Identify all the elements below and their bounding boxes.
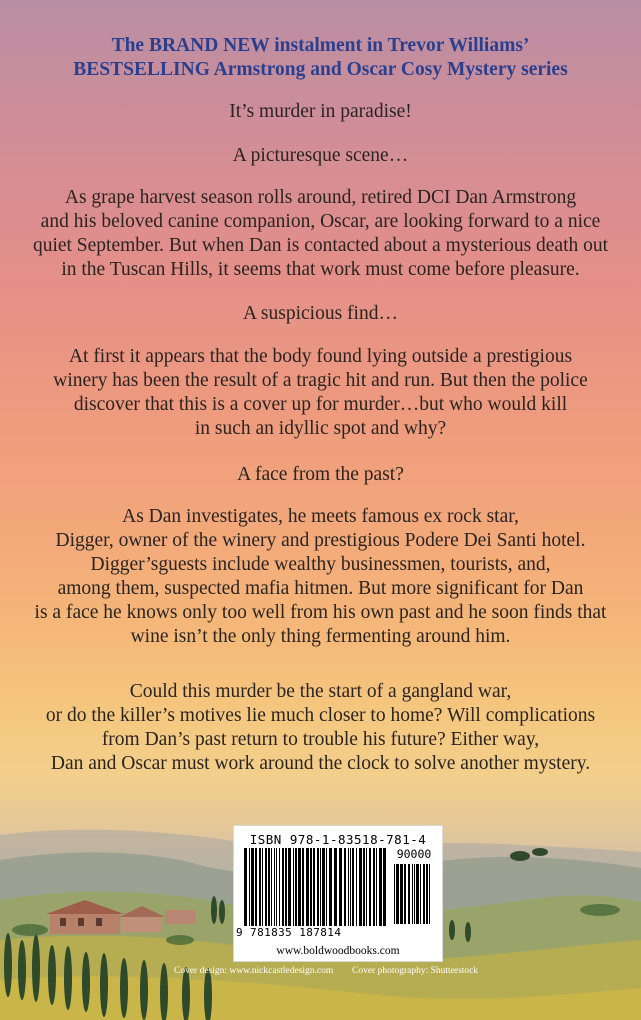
blurb-paragraph-1 — [20, 186, 621, 282]
text-line: and his beloved canine companion, Oscar, are looking forward to a nice — [40, 211, 601, 232]
text-line: Digger’sguests include wealthy businessmen, tourists, and, — [90, 554, 551, 575]
text-line: Dan and Oscar must work around the clock to solve another mystery. — [50, 753, 591, 774]
text-line: winery has been the result of a tragic hit and run. But then the police — [53, 370, 588, 391]
ean-digits: 9 781835 187814 — [236, 926, 342, 939]
section-heading-3: A face from the past? — [237, 464, 404, 485]
section-heading-1: A picturesque scene… — [232, 145, 409, 166]
text-line: or do the killer’s motives lie much closer to home? Will complications — [45, 705, 596, 726]
blurb-paragraph-4 — [20, 680, 621, 776]
isbn-label: ISBN 978-1-83518-781-4 — [249, 832, 427, 847]
text-line: from Dan’s past return to trouble his future? Either way, — [101, 729, 540, 750]
text-line: At first it appears that the body found lying outside a prestigious — [68, 346, 573, 367]
section-heading-2: A suspicious find… — [243, 303, 398, 324]
text-line: As Dan investigates, he meets famous ex rock star, — [122, 506, 519, 527]
publisher-url: www.boldwoodbooks.com — [276, 945, 400, 957]
text-line: quiet September. But when Dan is contacted about a mysterious death out — [32, 235, 609, 256]
isbn-barcode — [233, 825, 443, 962]
text-line: in such an idyllic spot and why? — [194, 418, 447, 439]
addon-barcode-bars — [394, 864, 434, 926]
text-line: Could this murder be the start of a gangland war, — [129, 681, 512, 702]
text-line: wine isn’t the only thing fermenting around him. — [130, 626, 511, 647]
headline-line-2: BESTSELLING Armstrong and Oscar Cosy Mystery series — [73, 59, 568, 80]
blurb-paragraph-2 — [20, 345, 621, 441]
cover-photo-credit: Cover photography: Shutterstock — [352, 966, 479, 976]
text-line: Digger, owner of the winery and prestigious Podere Dei Santi hotel. — [55, 530, 586, 551]
text-line: in the Tuscan Hills, it seems that work must come before pleasure. — [61, 259, 580, 280]
ean-barcode-bars — [244, 848, 389, 928]
headline-line-1: The BRAND NEW instalment in Trevor Williams’ — [111, 35, 530, 56]
text-line: among them, suspected mafia hitmen. But more significant for Dan — [57, 578, 584, 599]
text-line: is a face he knows only too well from his own past and he soon finds that — [34, 602, 607, 623]
text-line: As grape harvest season rolls around, retired DCI Dan Armstrong — [64, 187, 577, 208]
tagline: It’s murder in paradise! — [229, 101, 412, 122]
blurb-paragraph-3 — [20, 505, 621, 649]
price-addon-label: 90000 — [396, 847, 432, 861]
text-line: discover that this is a cover up for murder…but who would kill — [73, 394, 568, 415]
cover-design-credit: Cover design: www.nickcastledesign.com — [174, 966, 334, 976]
